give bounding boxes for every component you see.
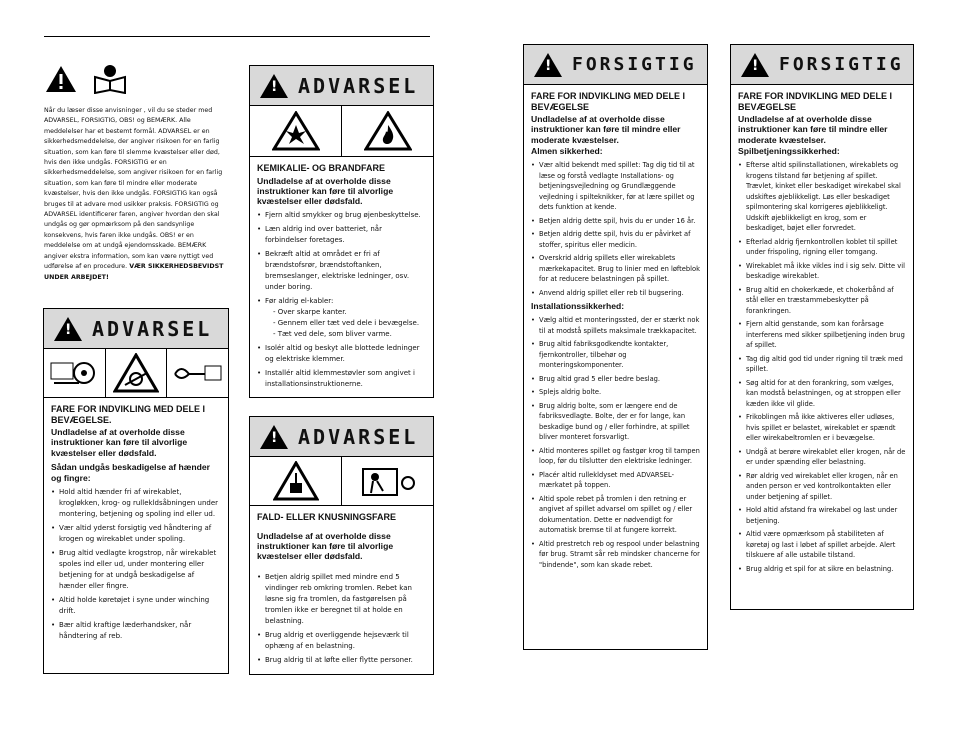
list-item: • Overskrid aldrig spillets eller wirekablets mærkekapacitet. Brug to linier med en løfteblok for at reducere belastningen på spillet. (531, 253, 700, 285)
list-item: • Brug aldrig bolte, som er længere end de fabriksvedlagte. Bolte, der er for lange, kan beskadige bund og / eller forhindre, at spillet bliver monteret forsvarligt. (531, 401, 700, 443)
hand-drum-icon (44, 349, 106, 397)
section-heading: Installationssikkerhed: (531, 301, 625, 312)
hazard-statement: Undladelse af at overholde disse instruktioner kan føre til alvorlige kvæstelser eller dødsfald. (257, 530, 394, 562)
list-item: • Søg altid for at den forankring, som vælges, kan modstå belastningen, og at stroppen eller kæden ikke vil glide. (738, 378, 906, 410)
read-manual-icon (92, 64, 128, 94)
pictograms (44, 349, 228, 398)
list-item: • Rør aldrig ved wirekablet eller krogen, når en anden person er ved kontrolkontakten eller under betjening af spillet. (738, 471, 906, 503)
signal-word: FORSIGTIG (779, 54, 904, 75)
list-item: • Altid prestretch reb og respool under belastning før brug. Stramt sår reb mindsker chancerne for "bindende", som kan skade rebet. (531, 539, 700, 571)
list-item: • Installér altid klemmestøvler som angivet i installationsinstruktionerne. (257, 368, 426, 390)
panel-body (250, 506, 433, 675)
hazard-title: FARE FOR INDVIKLING MED DELE I BEVÆGELSE. (51, 404, 206, 425)
top-rule (44, 36, 430, 37)
hazard-statement: Undladelse af at overholde disse instruktioner kan føre til mindre eller moderate kvæstelser. (738, 114, 888, 145)
section-heading: Almen sikkerhed: (531, 146, 603, 157)
pictograms (250, 106, 433, 157)
list-item: • Vær altid bekendt med spillet: Tag dig tid til at læse og forstå vedlagte Installations- og betjeningsvejledning og Grundlæggende vejledning i spilteknikker, før at lære spillet og dets funktion at kende. (531, 160, 700, 213)
list-item: • Vælg altid et monteringssted, der er stærkt nok til at modstå spillets maksimale trækkapacitet. (531, 315, 700, 336)
panel-header (524, 45, 707, 85)
warning-triangle-icon (260, 74, 288, 98)
list-item: • Isolér altid og beskyt alle blottede ledninger og elektriske klemmer. (257, 343, 426, 365)
list-item: • Brug altid grad 5 eller bedre beslag. (531, 374, 700, 385)
bullet-list (531, 315, 700, 570)
list-item: • Hold altid afstand fra wirekabel og last under betjening. (738, 505, 906, 526)
list-item: • Betjen aldrig dette spil, hvis du er påvirket af stoffer, spiritus eller medicin. (531, 229, 700, 250)
list-item: • Efterse altid spilinstallationen, wirekablets og krogens tilstand før betjening af spillet. Trævlet, kinket eller beskadiget wirekabel skal udskiftes øjeblikkeligt. Løs eller beskadiget spilmontering skal korrigeres øjeblikkeligt. Udskift øjeblikkeligt en krog, som er beskadiget, bøjet eller forvredet. (738, 160, 906, 234)
hazard-title: FARE FOR INDVIKLING MED DELE I BEVÆGELSE (738, 91, 893, 112)
signal-word: ADVARSEL (92, 316, 213, 341)
panel-header (44, 309, 228, 349)
signal-word: ADVARSEL (298, 73, 419, 98)
sub-item: - Gennem eller tæt ved dele i bevægelse. (273, 318, 420, 327)
caution-panel-installation (523, 44, 708, 650)
explosion-icon (250, 106, 342, 156)
warning-triangle-icon (260, 425, 288, 449)
warning-triangle-icon (54, 317, 82, 341)
panel-body (731, 85, 913, 583)
list-item: • Brug altid vedlagte krogstrop, når wirekablet spoles ind eller ud, under montering eller betjening for at undgå beskadigelse af hænder eller fingre. (51, 548, 221, 592)
list-item: • Altid spole rebet på tromlen i den retning er angivet af spillet advarsel om spillet og / eller dokumentation. Dette er nødvendigt for automatisk bremse til at fungere korrekt. (531, 494, 700, 536)
bullet-list (257, 210, 426, 390)
hazard-statement: Undladelse af at overholde disse instruktioner kan føre til mindre eller moderate kvæstelser. (531, 114, 681, 145)
intro-text (44, 106, 229, 283)
list-item: • Brug altid fabriksgodkendte kontakter, fjernkontroller, tilbehør og monteringskomponenter. (531, 339, 700, 371)
list-item (257, 296, 426, 340)
hazard-title: FALD- ELLER KNUSNINGSFARE (257, 512, 397, 522)
bullet-list (51, 487, 221, 642)
list-item: • Wirekablet må ikke vikles ind i sig selv. Ditte vil beskadige wirekablet. (738, 261, 906, 282)
list-item: • Bær altid kraftige læderhandsker, når håndtering af reb. (51, 620, 221, 642)
fire-icon (342, 106, 433, 156)
panel-body (524, 85, 707, 579)
pictograms (250, 457, 433, 506)
intro-paragraph: Når du læser disse anvisninger , vil du se steder med ADVARSEL, FORSIGTIG, OBS! og BEMÆRK. Alle meddelelser har et bestemt formål. ADVARSEL er en sikkerhedsmeddelelse, der angiver risikoen for en farlig situation, som kan føre til slemme kvæstelser eller død, hvis den ikke undgås. FORSIGTIG er en sikkerhedsmeddelelse, som angiver risikoen for en farlig situation, som kan føre til mindre eller moderate kvæstelser, hvis den ikke undgås. FORSIGTIG kan også bruges til at advare mod usikker praksis. FORSIGTIG og ADVARSEL identificerer faren, angiver hvordan den skal undgås og gør opmærksom på den sandsynlige konsekvens, hvis faren ikke undgås. OBS! er en meddelelse om at undgå ejendomsskade. BEMÆRK angiver ekstra information, som kan være nyttigt ved udførelse af en procedure. (44, 107, 223, 271)
list-item: • Brug aldrig et spil for at sikre en belastning. (738, 564, 906, 575)
list-item: • Hold altid hænder fri af wirekablet, krogløkken, krog- og rullekldsåbningen under montering, betjening og spoling ind eller ud. (51, 487, 221, 520)
entanglement-warning-icon (106, 349, 168, 397)
hazard-title: KEMIKALIE- OG BRANDFARE (257, 163, 385, 173)
warning-triangle-icon (44, 64, 78, 94)
sub-item: - Tæt ved dele, som bliver varme. (273, 329, 392, 338)
sub-item: - Over skarpe kanter. (273, 307, 347, 316)
list-item: • Efterlad aldrig fjernkontrollen koblet til spillet under frispoling, rigning eller tomgang. (738, 237, 906, 258)
bullet-list (738, 160, 906, 574)
list-item-text: Før aldrig el-kabler: (265, 296, 334, 305)
section-heading: Spilbetjeningssikkerhed: (738, 146, 840, 157)
warning-panel-chemical-fire (249, 65, 434, 398)
panel-body (44, 398, 228, 651)
list-item: • Placér altid rullekldyset med ADVARSEL-mærkatet på toppen. (531, 470, 700, 491)
warning-panel-entanglement (43, 308, 229, 674)
intro-bold: VÆR SIKKERHEDSBEVIDST UNDER ARBEJDET! (44, 263, 224, 281)
panel-header (250, 66, 433, 106)
list-item: • Betjen aldrig spillet med mindre end 5 vindinger reb omkring tromlen. Rebet kan løsne sig fra tromlen, da fastgørelsen på tromlen ikke er beregnet til at holde en belastning. (257, 572, 426, 627)
signal-word: FORSIGTIG (572, 54, 697, 75)
list-item: • Betjen aldrig dette spil, hvis du er under 16 år. (531, 216, 700, 227)
warning-triangle-icon (741, 53, 769, 77)
hazard-statement: Undladelse af at overholde disse instruktioner kan føre til alvorlige kvæstelser eller dødsfald. (257, 175, 394, 207)
caution-panel-operation (730, 44, 914, 610)
section-heading: Sådan undgås beskadigelse af hænder og fingre: (51, 462, 211, 484)
list-item: • Altid holde køretøjet i syne under winching drift. (51, 595, 221, 617)
list-item: • Altid være opmærksom på stabiliteten af køretøj og last i løbet af spillet arbejde. Alert tilskuere af alle ustabile tilstand. (738, 529, 906, 561)
list-item: • Vær altid yderst forsigtig ved håndtering af krogen og wirekablet under spoling. (51, 523, 221, 545)
hand-hook-icon (167, 349, 228, 397)
bullet-list (531, 160, 700, 298)
list-item: • Fjern altid genstande, som kan forårsage interferens med sikker spilbetjening inden brug af spillet. (738, 319, 906, 351)
list-item: • Tag dig altid god tid under rigning til træk med spillet. (738, 354, 906, 375)
hazard-statement: Undladelse af at overholde disse instruktioner kan føre til alvorlige kvæstelser eller dødsfald. (51, 427, 188, 458)
panel-header (731, 45, 913, 85)
list-item: • Brug aldrig et overliggende hejseværk til ophæng af en belastning. (257, 630, 426, 652)
list-item: • Undgå at berøre wirekablet eller krogen, når de er under spænding eller belastning. (738, 447, 906, 468)
warning-triangle-icon (534, 53, 562, 77)
crushing-icon (342, 457, 433, 505)
list-item: • Frikoblingen må ikke aktiveres eller udløses, hvis spillet er belastet, wirekablet er spændt eller wirekabeltromlen er i bevægelse. (738, 412, 906, 444)
list-item: • Læn aldrig ind over batteriet, når forbindelser foretages. (257, 224, 426, 246)
list-item: • Anvend aldrig spillet eller reb til bugsering. (531, 288, 700, 299)
panel-header (250, 417, 433, 457)
list-item: • Fjern altid smykker og brug øjenbeskyttelse. (257, 210, 426, 221)
list-item: • Brug aldrig til at løfte eller flytte personer. (257, 655, 426, 666)
list-item: • Bekræft altid at området er fri af brændstofsrør, brændstoftanken, bremseslanger, elektriske ledninger, osv. under boring. (257, 249, 426, 293)
signal-word: ADVARSEL (298, 424, 419, 449)
hazard-title: FARE FOR INDVIKLING MED DELE I BEVÆGELSE (531, 91, 686, 112)
list-item: • Splejs aldrig bolte. (531, 387, 700, 398)
falling-load-icon (250, 457, 342, 505)
list-item: • Altid monteres spillet og fastgør krog til tampen loop, før du tilslutter den elektriske ledninger. (531, 446, 700, 467)
panel-body (250, 157, 433, 399)
bullet-list (257, 572, 426, 666)
warning-panel-fall-crush (249, 416, 434, 675)
list-item: • Brug altid en chokerkæde, et chokerbånd af stål eller en træstammebeskytter på forankringen. (738, 285, 906, 317)
intro-icons (44, 64, 128, 94)
